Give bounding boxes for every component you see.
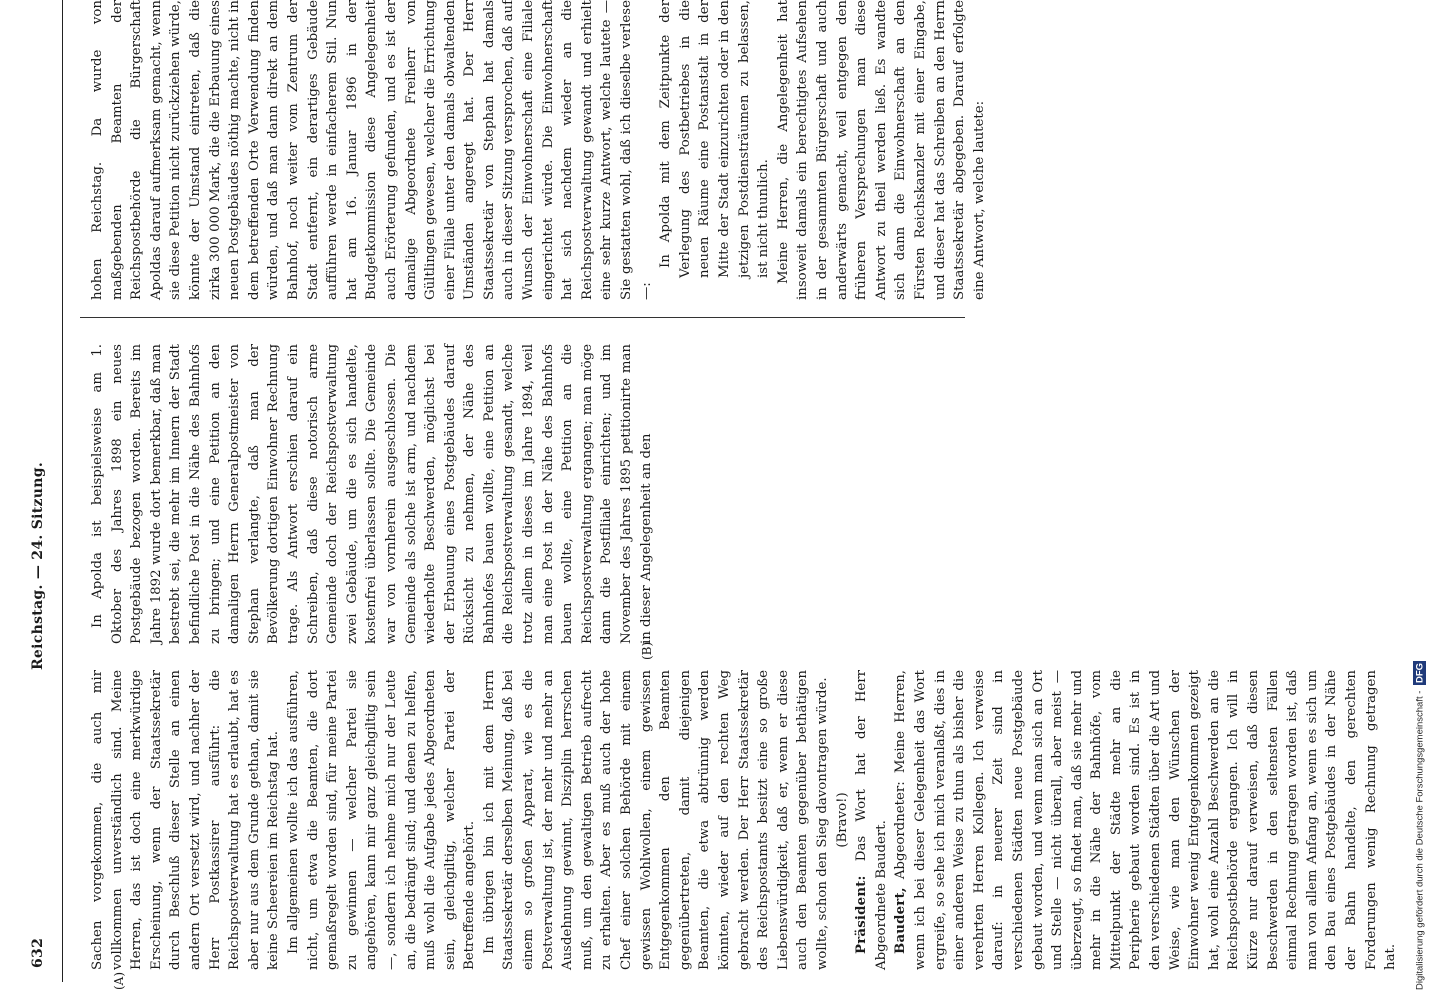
paragraph: Sachen vorgekommen, die auch mir vollkommen unverständlich sind. Meine Herren, das ist doch eine merkwürdige Erscheinung, wenn der Staatssekretär durch Beschluß dieser Stelle an einen andern Ort versetzt wird, und nachher der Herr Postkassirer ausführt: die Reichspostverwaltung hat es erlaubt, hat es aber nur aus dem Grunde gethan, damit sie keine Scheereien im Reichstag hat. (90, 670, 282, 970)
text-column-b (88, 344, 968, 644)
paragraph: Im allgemeinen wollte ich das ausführen, nicht, um etwa die Beamten, die dort gemaßregelt worden sind, für meine Partei zu gewinnen — welcher Partei sie angehören, kann mir ganz gleichgiltig sein —, sondern ich nehme mich nur der Leute an, die bedrängt sind; und denen zu helfen, muß wohl die Aufgabe jedes Abgeordneten sein, gleichgiltig, welcher Partei der Betreffende angehört. (285, 670, 478, 970)
interjection: (Bravo!) (834, 792, 850, 848)
digitization-note (1408, 10, 1432, 990)
text-column-a (88, 669, 1399, 970)
quoted-letter: In Apolda mit dem Zeitpunkte der Verlegung des Postbetriebes in die neuen Räume eine Postanstalt in der Mitte der Stadt einzurichten oder in den jetzigen Postdiensträumen zu belassen, ist nicht thunlich. (658, 0, 772, 278)
speaker-paragraph (852, 670, 891, 970)
speaker-label: Präsident: (854, 875, 870, 954)
speaker-text: Das Wort hat der Herr Abgeordnete Baudert. (854, 670, 889, 970)
speaker-text: Abgeordneter: Meine Herren, wenn ich bei dieser Gelegenheit das Wort ergreife, so sehe ich mich veranlaßt, dies in einer anderen Weise zu thun als bisher die verehrten Herren Kollegen. Ich verweise darauf: in neuerer Zeit sind in verschiedenen Städten neue Postgebäude gebaut worden, und wenn man sich an Ort und Stelle — nicht überall, aber meist — überzeugt, so findet man, daß sie mehr und mehr in die Nähe der Bahnhöfe, vom Mittelpunkt der Städte mehr an die Peripherie gebaut worden sind. Es ist in den verschiedenen Städten über die Art und Weise, wie man den Wünschen der Einwohner wenig Entgegenkommen gezeigt hat, wohl eine Anzahl Beschwerden an die Reichspostbehörde ergangen. Ich will in Kürze nur darauf verweisen, daß diesen Beschwerden in den seltensten Fällen einmal Rechnung getragen worden ist, daß man von allem Anfang an, wenn es sich um den Bau eines Postgebäudes in der Nähe der Bahn handelte, den gerechten Forderungen wenig Rechnung getragen hat. (893, 669, 1399, 970)
paragraph: Im übrigen bin ich mit dem Herrn Staatssekretär derselben Meinung, daß bei einem so großen Apparat, wie es die Postverwaltung ist, der mehr und mehr an Ausdehnung gewinnt, Disziplin herrschen muß, um den gewaltigen Betrieb aufrecht zu erhalten. Aber es muß auch der hohe Chef einer solchen Behörde mit einem gewissen Wohlwollen, einem gewissen Entgegenkommen den Beamten gegenübertreten, damit diejenigen Beamten, die etwa abtrünnig werden könnten, wieder auf den rechten Weg gebracht werden. Der Herr Staatssekretär des Reichspostamts besitzt eine so große Liebenswürdigkeit, daß er, wenn er diese auch den Beamten gegenüber bethätigen wollte, schon den Sieg davontragen würde. (481, 670, 830, 970)
paragraph: In Apolda ist beispielsweise am 1. Oktober des Jahres 1898 ein neues Postgebäude bezogen worden. Bereits im Jahre 1892 wurde dort bemerkbar, daß man bestrebt sei, die mehr im Innern der Stadt befindliche Post in die Nähe des Bahnhofs zu bringen; und eine Petition an den damaligen Herrn Generalpostmeister von Stephan verlangte, daß man der Bevölkerung dortigen Einwohner Rechnung trage. Als Antwort erschien darauf ein Schreiben, daß diese notorisch arme Gemeinde doch der Reichspostverwaltung zwei Gebäude, um die es sich handelte, kostenfrei überlassen sollte. Die Gemeinde war von vornherein ausgeschlossen. Die Gemeinde als solche ist arm, und nachdem wiederholte Beschwerden, möglichst bei der Erbauung eines Postgebäudes darauf Rücksicht zu nehmen, der Nähe des Bahnhofes bauen wollte, eine Petition an die Reichspostverwaltung gesandt, welche trotz allem in dieses im Jahre 1894, weil man eine Post in der Nähe des Bahnhofs bauen wollte, eine Petition an die Reichspostverwaltung ergangen; man möge dann die Postfiliale einrichten; und im November des Jahres 1895 petitionirte man in dieser Angelegenheit an den (90, 344, 654, 644)
text-column-c (88, 0, 987, 300)
paragraph: Meine Herren, die Angelegenheit hat insoweit damals ein berechtigtes Aufsehen in der gesammten Bürgerschaft und auch anderwärts gemacht, weil entgegen den früheren Versprechungen man diese Antwort zu theil werden ließ. Es wandte sich dann die Einwohnerschaft an den Fürsten Reichskanzler mit einer Eingabe, und dieser hat das Schreiben an den Herrn Staatssekretär abgegeben. Darauf erfolgte eine Antwort, welche lautete: (775, 0, 987, 300)
speaker-paragraph (891, 670, 1400, 970)
speaker-label: Baudert, (893, 887, 909, 954)
page-number: 632 (30, 937, 46, 968)
column-separator (80, 317, 965, 318)
header-rule (62, 0, 63, 982)
digitization-text: Digitalisierung gefördert durch die Deutsche Forschungsgemeinschaft - (1414, 690, 1426, 990)
margin-marker-a: (A) (112, 971, 126, 990)
dfg-logo: DFG (1414, 662, 1426, 683)
left-running-title: Reichstag. — 24. Sitzung. (30, 462, 46, 670)
margin-marker-b: (B) (640, 641, 654, 660)
paragraph: hohen Reichstag. Da wurde von maßgebenden Beamten der Reichspostbehörde die Bürgerschaft Apoldas darauf aufmerksam gemacht, wenn sie diese Petition nicht zurückziehen würde, könnte der Umstand eintreten, daß die zirka 300 000 Mark, die die Erbauung eines neuen Postgebäudes nöthig machte, nicht in dem betreffenden Orte Verwendung finden würden, und daß man dann direkt an dem Bahnhof, noch weiter vom Zentrum der Stadt entfernt, ein derartiges Gebäude aufführen werde in einfacherem Stil. Nun hat am 16. Januar 1896 in der Budgetkommission diese Angelegenheit auch Erörterung gefunden, und es ist der damalige Abgeordnete Freiherr von Gültlingen gewesen, welcher die Errichtung einer Filiale unter den damals obwaltenden Umständen angeregt hat. Der Herr Staatssekretär von Stephan hat damals auch in dieser Sitzung versprochen, daß auf Wunsch der Einwohnerschaft eine Filiale eingerichtet würde. Die Einwohnerschaft hat sich nachdem wieder an die Reichspostverwaltung gewandt und erhielt eine sehr kurze Antwort, welche lautete — Sie gestatten wohl, daß ich dieselbe verlese —: (90, 0, 654, 300)
